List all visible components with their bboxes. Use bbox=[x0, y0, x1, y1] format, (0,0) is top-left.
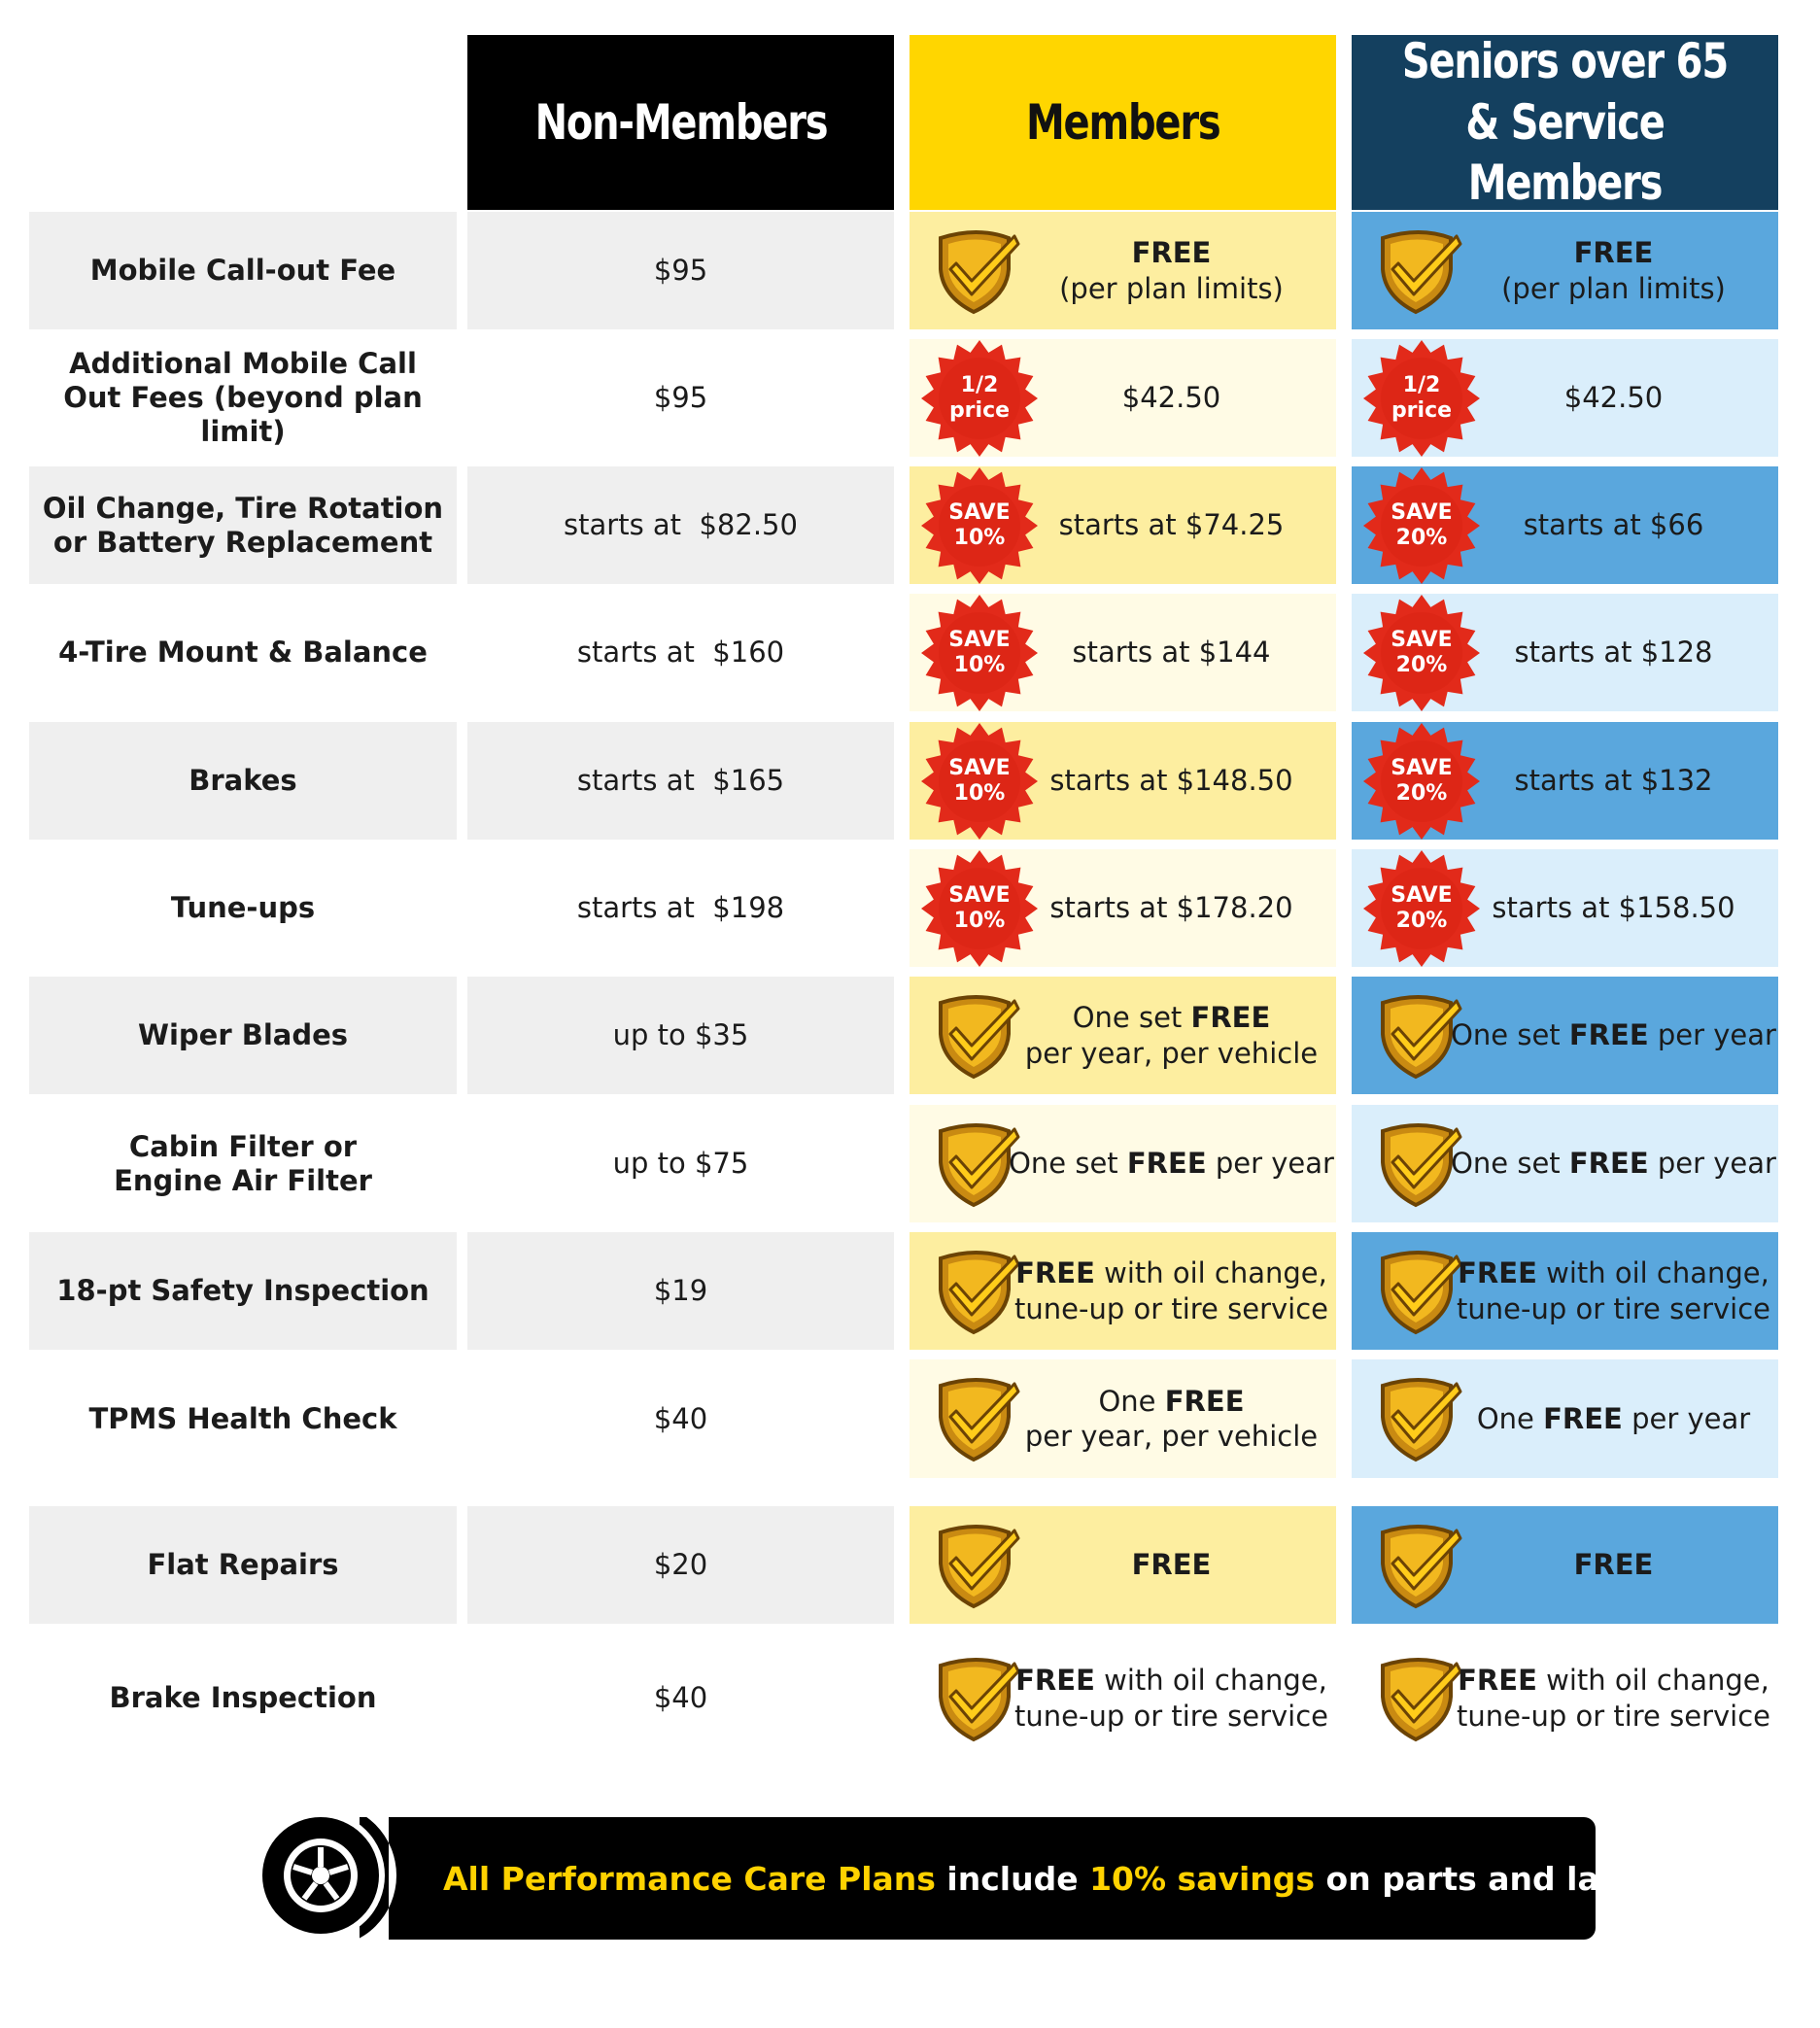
member-cell bbox=[910, 977, 1336, 1094]
row-label bbox=[29, 466, 457, 584]
check-shield-icon bbox=[931, 1372, 1024, 1465]
member-cell bbox=[910, 1232, 1336, 1350]
text: per year bbox=[1206, 1147, 1334, 1181]
nonmember-price: $20 bbox=[467, 1506, 894, 1624]
text: per year bbox=[1648, 1147, 1776, 1181]
text: per year bbox=[1648, 1018, 1776, 1052]
bold-text: FREE bbox=[1015, 1664, 1095, 1698]
cell-text bbox=[1459, 466, 1768, 584]
content-line bbox=[1049, 890, 1292, 925]
text: starts at $148.50 bbox=[1049, 764, 1293, 798]
check-shield-icon bbox=[1373, 1652, 1466, 1745]
cell-text bbox=[1459, 1232, 1768, 1350]
content-line bbox=[1457, 1255, 1770, 1290]
badge-line: SAVE bbox=[1391, 883, 1453, 909]
label-line: Brake Inspection bbox=[109, 1681, 377, 1715]
senior-cell bbox=[1352, 466, 1778, 584]
cell-text bbox=[1459, 1359, 1768, 1478]
content-inner bbox=[1514, 635, 1712, 670]
row-label bbox=[29, 1105, 457, 1222]
content-inner bbox=[1009, 1146, 1334, 1181]
senior-cell bbox=[1352, 212, 1778, 329]
content-inner bbox=[1524, 507, 1704, 542]
content-line bbox=[1457, 1663, 1770, 1698]
text: with oil change, bbox=[1536, 1664, 1769, 1698]
row-label bbox=[29, 1506, 457, 1624]
bold-text: FREE bbox=[1131, 1548, 1212, 1582]
member-cell bbox=[910, 466, 1336, 584]
text: (per plan limits) bbox=[1059, 271, 1284, 305]
text: starts at $178.20 bbox=[1049, 891, 1293, 925]
member-cell bbox=[910, 594, 1336, 711]
text: One set bbox=[1009, 1147, 1127, 1181]
cell-text bbox=[1016, 1232, 1326, 1350]
label-line: TPMS Health Check bbox=[88, 1401, 397, 1435]
nonmember-price: $95 bbox=[467, 339, 894, 457]
cell-text bbox=[1016, 1359, 1326, 1478]
badge-line: 1/2 bbox=[960, 373, 999, 398]
text: per year, per vehicle bbox=[1024, 1036, 1319, 1070]
badge-line: SAVE bbox=[948, 756, 1011, 781]
badge-line: 20% bbox=[1395, 525, 1448, 550]
senior-cell bbox=[1352, 1359, 1778, 1478]
label-line: 18-pt Safety Inspection bbox=[56, 1274, 429, 1308]
content-line bbox=[1122, 380, 1220, 415]
row-label bbox=[29, 1639, 457, 1757]
check-shield-icon bbox=[1373, 1519, 1466, 1612]
nonmember-price: up to $75 bbox=[467, 1105, 894, 1222]
text: per year, per vehicle bbox=[1024, 1420, 1319, 1453]
content-line bbox=[1574, 1547, 1654, 1582]
content-inner bbox=[1457, 1255, 1770, 1326]
member-cell bbox=[910, 722, 1336, 840]
content-inner bbox=[1564, 380, 1663, 415]
content-line bbox=[1059, 507, 1285, 542]
content-line bbox=[1059, 271, 1284, 306]
text: One bbox=[1098, 1384, 1165, 1418]
cell-text bbox=[1459, 594, 1768, 711]
cell-text bbox=[1459, 212, 1768, 329]
check-shield-icon bbox=[931, 224, 1024, 318]
nonmember-price: up to $35 bbox=[467, 977, 894, 1094]
bold-text: FREE bbox=[1573, 1548, 1654, 1582]
bold-text: FREE bbox=[1543, 1401, 1623, 1435]
senior-cell bbox=[1352, 1232, 1778, 1350]
header-members: Members bbox=[910, 35, 1336, 210]
text: starts at $128 bbox=[1514, 636, 1713, 670]
bold-text: FREE bbox=[1573, 236, 1654, 270]
member-cell bbox=[910, 1639, 1336, 1757]
text: with oil change, bbox=[1536, 1256, 1769, 1290]
content-inner bbox=[1025, 1000, 1318, 1071]
content-line bbox=[1014, 1291, 1328, 1326]
text: tune-up or tire service bbox=[1457, 1699, 1770, 1733]
content-line bbox=[1457, 1291, 1770, 1326]
label-line: Additional Mobile Call bbox=[69, 347, 417, 381]
bold-text: FREE bbox=[1015, 1256, 1095, 1290]
cell-text bbox=[1016, 594, 1326, 711]
badge-line: SAVE bbox=[1391, 500, 1453, 526]
label-line: Wiper Blades bbox=[137, 1018, 349, 1052]
check-shield-icon bbox=[931, 1652, 1024, 1745]
check-shield-icon bbox=[1373, 1372, 1466, 1465]
content-line bbox=[1025, 1036, 1318, 1071]
nonmember-price: $19 bbox=[467, 1232, 894, 1350]
content-line bbox=[1451, 1017, 1776, 1052]
text: (per plan limits) bbox=[1501, 271, 1726, 305]
senior-cell bbox=[1352, 1506, 1778, 1624]
text: with oil change, bbox=[1094, 1664, 1327, 1698]
content-line bbox=[1025, 1384, 1318, 1419]
content-line bbox=[1072, 635, 1270, 670]
content-line bbox=[1025, 1000, 1318, 1035]
member-cell bbox=[910, 1105, 1336, 1222]
label-line: Engine Air Filter bbox=[114, 1163, 372, 1197]
badge-line: SAVE bbox=[948, 500, 1011, 526]
text: $42.50 bbox=[1563, 381, 1664, 415]
content-line bbox=[1049, 763, 1292, 798]
text: with oil change, bbox=[1094, 1256, 1327, 1290]
badge-line: SAVE bbox=[1391, 756, 1453, 781]
label-line: Mobile Call-out Fee bbox=[89, 254, 396, 288]
nonmember-price: starts at $160 bbox=[467, 594, 894, 711]
content-line bbox=[1132, 1547, 1212, 1582]
content-inner bbox=[1025, 1384, 1318, 1455]
header-seniors: Seniors over 65 & Service Members bbox=[1352, 35, 1778, 210]
member-cell bbox=[910, 1506, 1336, 1624]
nonmember-price: $40 bbox=[467, 1359, 894, 1478]
nonmember-price: $40 bbox=[467, 1639, 894, 1757]
text: $42.50 bbox=[1121, 381, 1221, 415]
nonmember-price: starts at $82.50 bbox=[467, 466, 894, 584]
content-inner bbox=[1501, 235, 1726, 306]
content-line bbox=[1477, 1401, 1750, 1436]
content-inner bbox=[1574, 1547, 1654, 1582]
badge-line: 10% bbox=[953, 525, 1006, 550]
content-inner bbox=[1514, 763, 1712, 798]
row-label bbox=[29, 977, 457, 1094]
badge-line: SAVE bbox=[948, 628, 1011, 653]
badge-line: 1/2 bbox=[1402, 373, 1441, 398]
content-line bbox=[1501, 271, 1726, 306]
cell-text bbox=[1016, 212, 1326, 329]
content-inner bbox=[1014, 1663, 1328, 1734]
label-line: Brakes bbox=[189, 764, 297, 798]
nonmember-price: $95 bbox=[467, 212, 894, 329]
badge-line: SAVE bbox=[948, 883, 1011, 909]
label-line: Cabin Filter or bbox=[128, 1129, 358, 1163]
bold-text: FREE bbox=[1126, 1147, 1207, 1181]
row-label bbox=[29, 1232, 457, 1350]
content-inner bbox=[1059, 507, 1285, 542]
label-line: or Battery Replacement bbox=[52, 525, 433, 559]
member-cell bbox=[910, 212, 1336, 329]
text: One set bbox=[1451, 1147, 1569, 1181]
badge-line: 20% bbox=[1395, 908, 1448, 933]
label-line: Out Fees (beyond plan limit) bbox=[63, 381, 423, 448]
row-label bbox=[29, 722, 457, 840]
cell-text bbox=[1451, 1105, 1776, 1222]
text: One set bbox=[1072, 1001, 1191, 1035]
content-line bbox=[1025, 1419, 1318, 1454]
bold-text: FREE bbox=[1458, 1256, 1537, 1290]
text: starts at $158.50 bbox=[1492, 891, 1735, 925]
cell-text bbox=[1459, 339, 1768, 457]
badge-line: 10% bbox=[953, 652, 1006, 677]
content-line bbox=[1457, 1699, 1770, 1734]
member-cell bbox=[910, 339, 1336, 457]
senior-cell bbox=[1352, 722, 1778, 840]
label-line: Oil Change, Tire Rotation bbox=[42, 491, 444, 525]
content-line bbox=[1492, 890, 1734, 925]
nonmember-price: starts at $165 bbox=[467, 722, 894, 840]
banner-text: All Performance Care Plans include 10% savings on parts and labor! bbox=[443, 1859, 1675, 1898]
label-line: 4-Tire Mount & Balance bbox=[58, 636, 428, 670]
text: tune-up or tire service bbox=[1457, 1291, 1770, 1325]
content-line bbox=[1564, 380, 1663, 415]
senior-cell bbox=[1352, 594, 1778, 711]
content-line bbox=[1014, 1663, 1328, 1698]
text: per year bbox=[1622, 1401, 1751, 1435]
bold-text: FREE bbox=[1568, 1147, 1649, 1181]
cell-text bbox=[1009, 1105, 1334, 1222]
content-line bbox=[1059, 235, 1284, 270]
check-shield-icon bbox=[931, 1245, 1024, 1338]
content-line bbox=[1014, 1255, 1328, 1290]
member-cell bbox=[910, 849, 1336, 967]
cell-text bbox=[1016, 849, 1326, 967]
member-cell bbox=[910, 1359, 1336, 1478]
content-inner bbox=[1457, 1663, 1770, 1734]
row-label bbox=[29, 594, 457, 711]
senior-cell bbox=[1352, 977, 1778, 1094]
bold-text: FREE bbox=[1190, 1001, 1271, 1035]
content-inner bbox=[1072, 635, 1270, 670]
senior-cell bbox=[1352, 339, 1778, 457]
check-shield-icon bbox=[1373, 224, 1466, 318]
cell-text bbox=[1016, 1506, 1326, 1624]
text: starts at $132 bbox=[1514, 764, 1713, 798]
senior-cell bbox=[1352, 1105, 1778, 1222]
cell-text bbox=[1459, 849, 1768, 967]
badge-line: price bbox=[1391, 397, 1453, 423]
header-nonmembers: Non-Members bbox=[467, 35, 894, 210]
senior-cell bbox=[1352, 849, 1778, 967]
savings-banner bbox=[360, 1817, 1675, 1940]
bold-text: FREE bbox=[1458, 1664, 1537, 1698]
content-inner bbox=[1492, 890, 1734, 925]
tire-wheel-icon bbox=[253, 1804, 396, 1947]
content-inner bbox=[1477, 1401, 1750, 1436]
cell-text bbox=[1459, 1639, 1768, 1757]
cell-text bbox=[1459, 1506, 1768, 1624]
nonmember-price: starts at $198 bbox=[467, 849, 894, 967]
label-line: Flat Repairs bbox=[147, 1548, 339, 1582]
content-line bbox=[1524, 507, 1704, 542]
check-shield-icon bbox=[931, 1519, 1024, 1612]
row-label bbox=[29, 212, 457, 329]
badge-line: 20% bbox=[1395, 652, 1448, 677]
label-line: Tune-ups bbox=[170, 891, 316, 925]
text: starts at $74.25 bbox=[1058, 508, 1285, 542]
badge-line: 10% bbox=[953, 780, 1006, 806]
cell-text bbox=[1016, 466, 1326, 584]
cell-text bbox=[1451, 977, 1776, 1094]
content-inner bbox=[1451, 1146, 1776, 1181]
bold-text: FREE bbox=[1568, 1018, 1649, 1052]
cell-text bbox=[1016, 722, 1326, 840]
cell-text bbox=[1016, 339, 1326, 457]
text: starts at $144 bbox=[1072, 636, 1271, 670]
row-label bbox=[29, 849, 457, 967]
cell-text bbox=[1016, 1639, 1326, 1757]
check-shield-icon bbox=[1373, 1245, 1466, 1338]
text: One bbox=[1476, 1401, 1544, 1435]
content-inner bbox=[1049, 890, 1292, 925]
badge-line: price bbox=[948, 397, 1011, 423]
badge-line: SAVE bbox=[1391, 628, 1453, 653]
badge-line: 10% bbox=[953, 908, 1006, 933]
content-line bbox=[1514, 635, 1712, 670]
content-line bbox=[1014, 1699, 1328, 1734]
content-line bbox=[1009, 1146, 1334, 1181]
cell-text bbox=[1459, 722, 1768, 840]
content-line bbox=[1501, 235, 1726, 270]
text: tune-up or tire service bbox=[1014, 1699, 1328, 1733]
content-line bbox=[1514, 763, 1712, 798]
content-inner bbox=[1122, 380, 1220, 415]
content-inner bbox=[1451, 1017, 1776, 1052]
content-inner bbox=[1014, 1255, 1328, 1326]
bold-text: FREE bbox=[1131, 236, 1212, 270]
cell-text bbox=[1016, 977, 1326, 1094]
row-label bbox=[29, 1359, 457, 1478]
text: tune-up or tire service bbox=[1014, 1291, 1328, 1325]
badge-line: 20% bbox=[1395, 780, 1448, 806]
content-inner bbox=[1049, 763, 1292, 798]
text: starts at $66 bbox=[1523, 508, 1704, 542]
row-label bbox=[29, 339, 457, 457]
content-line bbox=[1451, 1146, 1776, 1181]
text: One set bbox=[1451, 1018, 1569, 1052]
senior-cell bbox=[1352, 1639, 1778, 1757]
check-shield-icon bbox=[931, 989, 1024, 1083]
content-inner bbox=[1132, 1547, 1212, 1582]
content-inner bbox=[1059, 235, 1284, 306]
bold-text: FREE bbox=[1164, 1384, 1245, 1418]
